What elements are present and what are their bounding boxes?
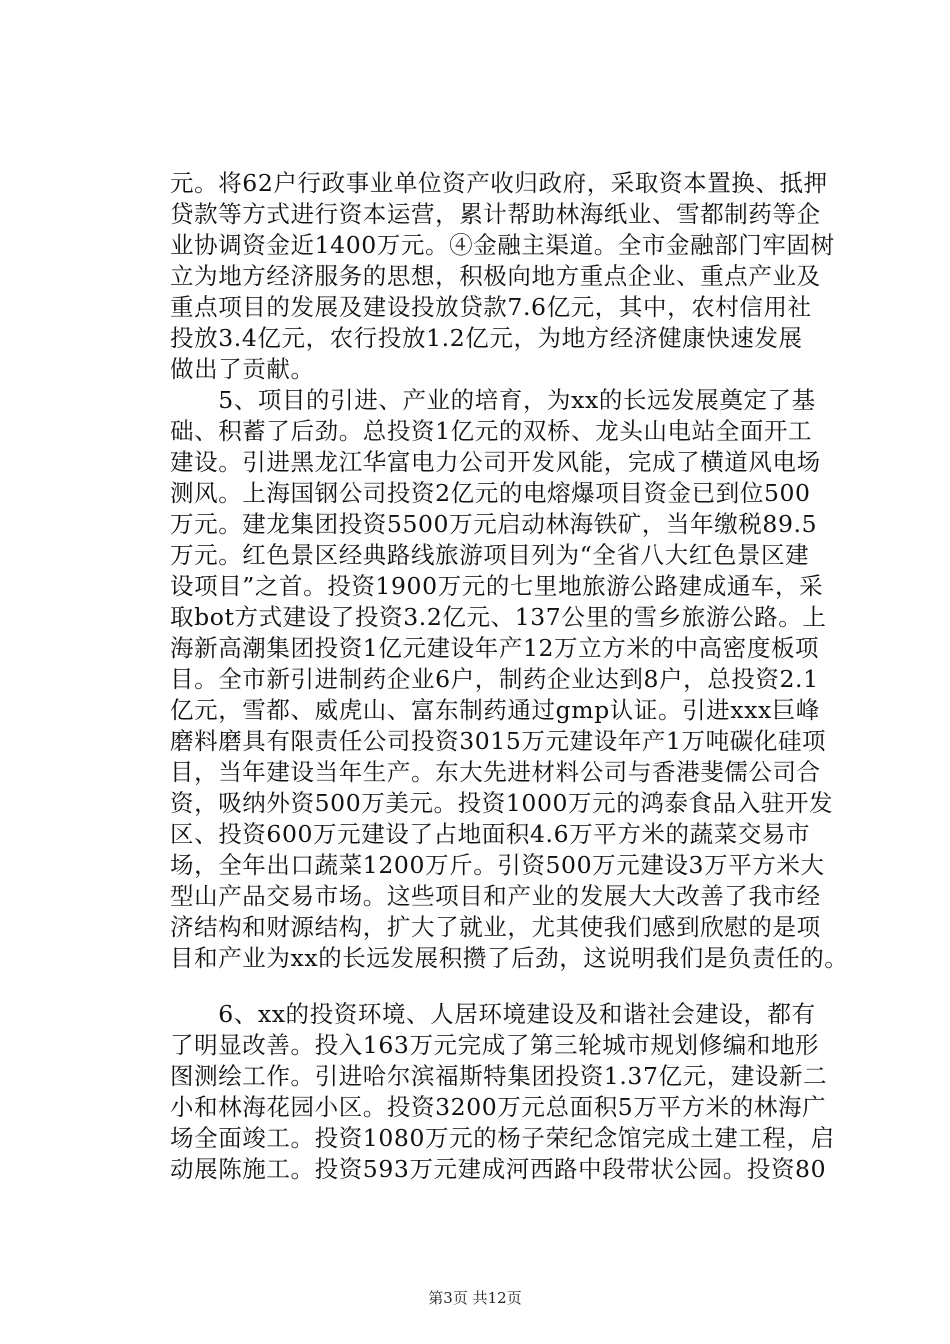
text-line: 目和产业为xx的长远发展积攒了后劲，这说明我们是负责任的。 [170,944,849,972]
text-line: 万元。建龙集团投资5500万元启动林海铁矿，当年缴税89.5 [170,510,818,538]
text-line: 测风。上海国钢公司投资2亿元的电熔爆项目资金已到位500 [170,479,811,507]
paragraph-gap [170,974,835,999]
text-line: 海新高潮集团投资1亿元建设年产12万立方米的中高密度板项 [170,634,820,662]
text-line: 图测绘工作。引进哈尔滨福斯特集团投资1.37亿元，建设新二 [170,1062,828,1090]
page-number: 第3页 共12页 [428,1289,522,1307]
text-line: 5、项目的引进、产业的培育，为xx的长远发展奠定了基 [170,386,816,414]
text-line: 建设。引进黑龙江华富电力公司开发风能，完成了横道风电场 [170,448,821,476]
text-line: 场，全年出口蔬菜1200万斤。引资500万元建设3万平方米大 [170,851,825,879]
text-line: 动展陈施工。投资593万元建成河西路中段带状公园。投资80 [170,1155,827,1183]
body-text [170,168,849,1185]
text-line: 元。将62户行政事业单位资产收归政府，采取资本置换、抵押 [170,169,828,197]
text-line: 场全面竣工。投资1080万元的杨子荣纪念馆完成土建工程，启 [170,1124,835,1152]
text-line: 投放3.4亿元，农行投放1.2亿元，为地方经济健康快速发展 [170,324,803,352]
text-line: 础、积蓄了后劲。总投资1亿元的双桥、龙头山电站全面开工 [170,417,813,445]
text-line: 取bot方式建设了投资3.2亿元、137公里的雪乡旅游公路。上 [170,603,827,631]
text-line: 6、xx的投资环境、人居环境建设及和谐社会建设，都有 [170,1000,816,1028]
page-footer [0,1288,950,1308]
text-line: 立为地方经济服务的思想，积极向地方重点企业、重点产业及 [170,262,821,290]
text-line: 济结构和财源结构，扩大了就业，尤其使我们感到欣慰的是项 [170,913,821,941]
text-line: 目，当年建设当年生产。东大先进材料公司与香港斐儒公司合 [170,758,821,786]
text-line: 磨料磨具有限责任公司投资3015万元建设年产1万吨碳化硅项 [170,727,827,755]
text-line: 小和林海花园小区。投资3200万元总面积5万平方米的林海广 [170,1093,827,1121]
text-line: 区、投资600万元建设了占地面积4.6万平方米的蔬菜交易市 [170,820,811,848]
text-line: 亿元，雪都、威虎山、富东制药通过gmp认证。引进xxx巨峰 [170,696,821,724]
text-line: 贷款等方式进行资本运营，累计帮助林海纸业、雪都制药等企 [170,200,821,228]
text-line: 型山产品交易市场。这些项目和产业的发展大大改善了我市经 [170,882,821,910]
text-line: 资，吸纳外资500万美元。投资1000万元的鸿泰食品入驻开发 [170,789,834,817]
text-line: 了明显改善。投入163万元完成了第三轮城市规划修编和地形 [170,1031,820,1059]
text-line: 做出了贡献。 [170,355,315,383]
text-line: 目。全市新引进制药企业6户，制药企业达到8户，总投资2.1 [170,665,819,693]
text-line: 设项目”之首。投资1900万元的七里地旅游公路建成通车，采 [170,572,824,600]
text-line: 业协调资金近1400万元。④金融主渠道。全市金融部门牢固树 [170,231,835,259]
text-line: 万元。红色景区经典路线旅游项目列为“全省八大红色景区建 [170,541,810,569]
text-line: 重点项目的发展及建设投放贷款7.6亿元，其中，农村信用社 [170,293,812,321]
